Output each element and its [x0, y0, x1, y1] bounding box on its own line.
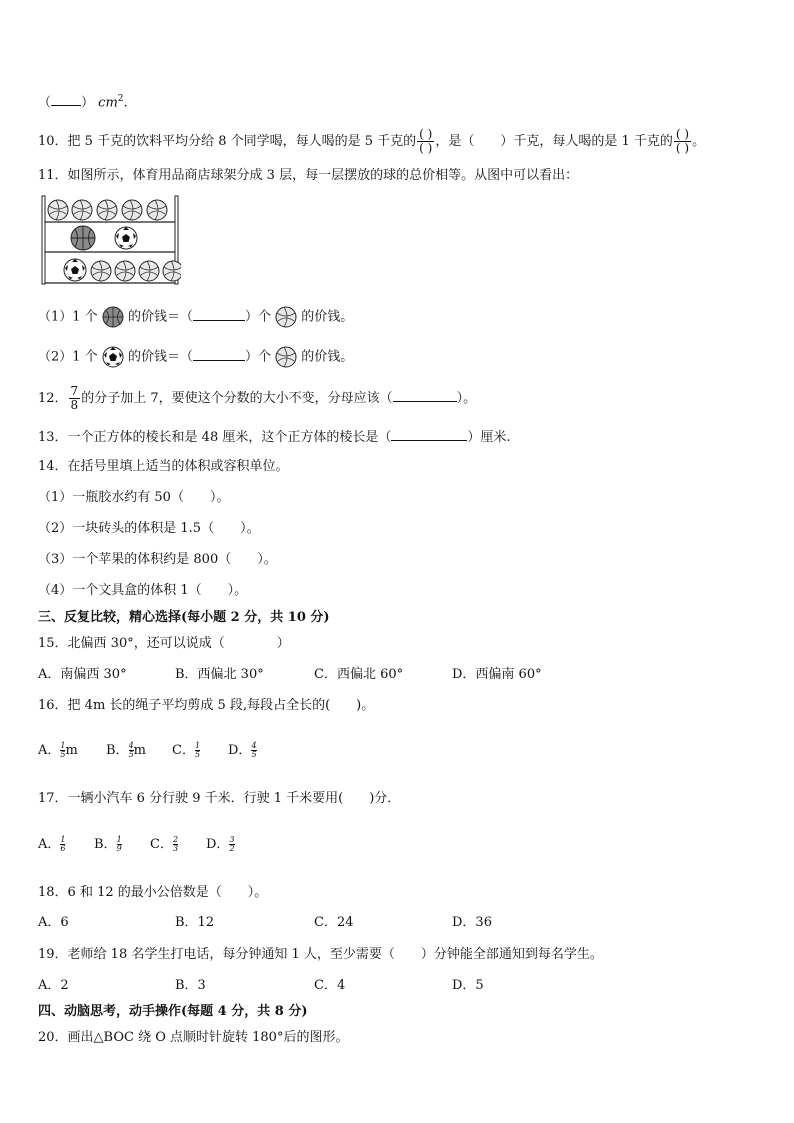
ball-rack-figure [41, 194, 181, 286]
answer-blank[interactable] [193, 308, 245, 321]
q18-option-a[interactable]: A．6 [38, 915, 69, 930]
volleyball-icon [48, 200, 68, 220]
q15-option-c[interactable]: C．西偏北 60° [314, 667, 404, 682]
q17-option-b[interactable]: B． $\frac{1}{9}$ [94, 835, 122, 853]
question-19: 19．老师给 18 名学生打电话，每分钟通知 1 人，至少需要（ ）分钟能全部通知到每名学生。 [38, 947, 603, 962]
question-17: 17．一辆小汽车 6 分行驶 9 千米．行驶 1 千米要用( )分． [38, 791, 401, 806]
volleyball-icon [91, 261, 111, 281]
answer-blank[interactable] [391, 428, 467, 441]
volleyball-icon [97, 200, 117, 220]
basketball-icon [71, 226, 95, 250]
q18-option-d[interactable]: D．36 [452, 915, 492, 930]
q16-option-b[interactable]: B． $\frac{4}{5}$ m [106, 741, 146, 759]
q15-option-d[interactable]: D．西偏南 60° [452, 667, 542, 682]
q19-option-b[interactable]: B．3 [175, 978, 206, 993]
question-14-4: （4）一个文具盒的体积 1（ ）。 [38, 583, 248, 598]
basketball-icon [102, 306, 124, 328]
question-18: 18．6 和 12 的最小公倍数是（ ）。 [38, 885, 268, 900]
volleyball-icon [163, 261, 181, 281]
q9-tail: （ ） $cm^2$. [38, 94, 128, 111]
volleyball-icon [275, 346, 297, 368]
q19-option-c[interactable]: C．4 [314, 978, 346, 993]
football-icon [115, 227, 137, 249]
football-icon [102, 346, 124, 368]
question-14-2: （2）一块砖头的体积是 1.5（ ）。 [38, 521, 260, 536]
question-11: 11．如图所示，体育用品商店球架分成 3 层，每一层摆放的球的总价相等。从图中可以看出： [38, 168, 579, 183]
football-icon [64, 259, 86, 281]
section-4-heading: 四、动脑思考，动手操作(每题 4 分，共 8 分) [38, 1004, 308, 1019]
fraction-7-8: $\frac{7}{8}$ [70, 384, 79, 412]
q18-option-b[interactable]: B．12 [175, 915, 215, 930]
fraction-blank[interactable]: $\frac{( )}{( )}$ [419, 127, 433, 155]
q17-option-a[interactable]: A． $\frac{1}{6}$ [38, 835, 66, 853]
question-11-2: （2）1 个 的价钱＝（ ）个 的价钱。 [38, 346, 353, 369]
question-15: 15．北偏西 30°，还可以说成（ ） [38, 636, 290, 651]
answer-blank[interactable] [393, 389, 457, 402]
q18-option-c[interactable]: C．24 [314, 915, 354, 930]
q16-option-c[interactable]: C． $\frac{1}{5}$ [172, 741, 201, 759]
question-11-1: （1）1 个 的价钱＝（ ）个 的价钱。 [38, 306, 353, 329]
q15-option-a[interactable]: A．南偏西 30° [38, 667, 127, 682]
question-14-1: （1）一瓶胶水约有 50（ ）。 [38, 490, 230, 505]
question-10: 10．把 5 千克的饮料平均分给 8 个同学喝，每人喝的是 5 千克的 $\frac{( )}{( )}$ ，是（ ）千克，每人喝的是 1 千克的 $\frac{( )}{( )}$ 。 [38, 127, 706, 155]
volleyball-icon [115, 261, 135, 281]
q19-option-a[interactable]: A．2 [38, 978, 69, 993]
fraction-blank[interactable]: $\frac{( )}{( )}$ [675, 127, 690, 155]
answer-blank[interactable] [193, 348, 245, 361]
q17-option-c[interactable]: C． $\frac{2}{3}$ [150, 835, 179, 853]
question-14: 14．在括号里填上适当的体积或容积单位。 [38, 459, 289, 474]
question-12: 12． $\frac{7}{8}$ 的分子加上 7，要使这个分数的大小不变，分母应该（ ）。 [38, 384, 477, 412]
q19-option-d[interactable]: D．5 [452, 978, 484, 993]
question-20: 20．画出△BOC 绕 O 点顺时针旋转 180°后的图形。 [38, 1030, 349, 1045]
q16-option-d[interactable]: D． $\frac{4}{5}$ [228, 741, 257, 759]
volleyball-icon [72, 200, 92, 220]
volleyball-icon [147, 200, 167, 220]
question-16: 16．把 4m 长的绳子平均剪成 5 段,每段占全长的( )。 [38, 698, 375, 713]
answer-blank[interactable] [51, 93, 81, 106]
volleyball-icon [139, 261, 159, 281]
section-3-heading: 三、反复比较，精心选择(每小题 2 分，共 10 分) [38, 610, 330, 625]
question-13: 13．一个正方体的棱长和是 48 厘米，这个正方体的棱长是（ ）厘米. [38, 430, 511, 445]
q15-option-b[interactable]: B．西偏北 30° [175, 667, 264, 682]
q16-option-a[interactable]: A． $\frac{1}{5}$ m [38, 741, 78, 759]
question-14-3: （3）一个苹果的体积约是 800（ ）。 [38, 552, 277, 567]
volleyball-icon [122, 200, 142, 220]
volleyball-icon [275, 306, 297, 328]
q17-option-d[interactable]: D． $\frac{3}{2}$ [206, 835, 235, 853]
